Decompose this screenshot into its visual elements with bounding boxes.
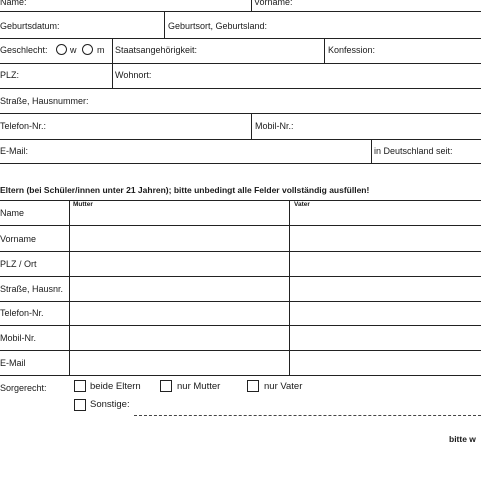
rule (69, 200, 70, 375)
rule (0, 63, 481, 64)
rule (0, 113, 481, 114)
nur-mutter-checkbox[interactable] (160, 380, 172, 392)
parents-row-label: Name (0, 208, 25, 218)
nur-mutter-label: nur Mutter (177, 381, 221, 392)
rule (371, 139, 372, 163)
nur-vater-label: nur Vater (264, 381, 303, 392)
parents-row-label: E-Mail (0, 358, 26, 368)
nur-vater-checkbox[interactable] (247, 380, 259, 392)
gender-m-radio[interactable] (82, 44, 93, 55)
email-label: E-Mail: (0, 146, 29, 156)
rule (0, 139, 481, 140)
rule (0, 375, 481, 376)
sorgerecht-label: Sorgerecht: (0, 383, 47, 393)
deutschland-seit-label: in Deutschland seit: (374, 146, 453, 156)
geburtsdatum-label: Geburtsdatum: (0, 21, 60, 31)
col-mutter: Mutter (73, 201, 93, 208)
wohnort-label: Wohnort: (115, 70, 152, 80)
name-label: Name: (0, 0, 27, 7)
beide-eltern-checkbox[interactable] (74, 380, 86, 392)
vorname-label: Vorname: (254, 0, 293, 7)
parents-heading: Eltern (bei Schüler/innen unter 21 Jahren); bitte unbedingt alle Felder vollständig ausfüllen! (0, 185, 370, 195)
staatsangehoerigkeit-label: Staatsangehörigkeit: (115, 45, 198, 55)
rule (251, 0, 252, 11)
mobil-label: Mobil-Nr.: (255, 121, 294, 131)
sonstige-dotted-line (134, 415, 481, 416)
rule (289, 200, 290, 375)
sonstige-label: Sonstige: (90, 399, 130, 410)
rule (0, 301, 481, 302)
rule (0, 325, 481, 326)
parents-row-label: Vorname (0, 234, 37, 244)
rule (251, 113, 252, 139)
rule (0, 251, 481, 252)
rule (0, 163, 481, 164)
gender-w-label: w (70, 45, 77, 55)
gender-m-label: m (97, 45, 105, 55)
geschlecht-label: Geschlecht: (0, 45, 48, 55)
rule (0, 276, 481, 277)
rule (112, 38, 113, 63)
rule (0, 350, 481, 351)
beide-eltern-label: beide Eltern (90, 381, 141, 392)
rule (0, 88, 481, 89)
rule (324, 38, 325, 63)
rule (0, 225, 481, 226)
telefon-label: Telefon-Nr.: (0, 121, 47, 131)
parents-row-label: Telefon-Nr. (0, 308, 44, 318)
rule (112, 63, 113, 88)
sonstige-checkbox[interactable] (74, 399, 86, 411)
rule (0, 38, 481, 39)
parents-row-label: Mobil-Nr. (0, 333, 37, 343)
parents-row-label: Straße, Hausnr. (0, 284, 64, 294)
rule (0, 11, 481, 12)
strasse-label: Straße, Hausnummer: (0, 96, 89, 106)
geburtsort-label: Geburtsort, Geburtsland: (168, 21, 268, 31)
continue-note: bitte w (449, 434, 476, 444)
konfession-label: Konfession: (328, 45, 376, 55)
rule (164, 11, 165, 38)
col-vater: Vater (294, 201, 310, 208)
parents-row-label: PLZ / Ort (0, 259, 37, 269)
gender-w-radio[interactable] (56, 44, 67, 55)
plz-label: PLZ: (0, 70, 20, 80)
